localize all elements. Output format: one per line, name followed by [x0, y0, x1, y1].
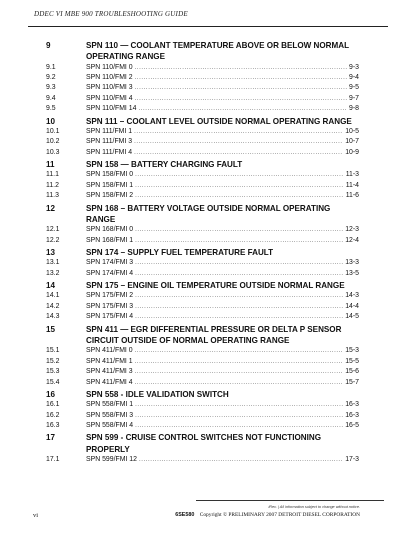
entry-page-number: 14-5: [345, 313, 359, 321]
dot-leader: [135, 422, 343, 431]
entry-page-number: 10-9: [345, 148, 359, 156]
entry-number: 16.3: [46, 422, 60, 430]
entry-page-number: 11-4: [345, 181, 359, 189]
toc-entry[interactable]: [46, 127, 359, 137]
entry-number: 13.1: [46, 259, 60, 267]
entry-label: SPN 110/FMI 0: [86, 63, 133, 71]
entry-label: SPN 168/FMI 0: [86, 226, 134, 234]
entry-number: 16.1: [46, 401, 60, 409]
section-heading: [46, 280, 359, 291]
entry-page-number: 9-8: [349, 105, 359, 113]
entry-number: 10.2: [46, 138, 60, 146]
section-heading: [46, 116, 359, 127]
toc-entry[interactable]: [46, 411, 359, 421]
entry-page-number: 13-5: [345, 269, 359, 277]
entry-page-number: 9-5: [349, 84, 359, 92]
entry-page-number: 11-3: [345, 171, 359, 179]
entry-number: 15.2: [46, 357, 60, 365]
entry-page-number: 10-7: [345, 138, 359, 146]
toc-entry[interactable]: [46, 357, 359, 367]
section-title: SPN 168 – BATTERY VOLTAGE OUTSIDE NORMAL OPERATING RANGE: [86, 203, 331, 224]
toc-entry[interactable]: [46, 225, 359, 235]
table-of-contents: [46, 40, 359, 466]
entry-label: SPN 411/FMI 0: [86, 347, 133, 355]
footer-copyright: [175, 512, 360, 518]
section-number: 10: [46, 116, 56, 126]
entry-label: SPN 175/FMI 2: [86, 292, 134, 300]
section-title: SPN 411 — EGR DIFFERENTIAL PRESSURE OR DELTA P SENSOR CIRCUIT OUTSIDE OF NORMAL OPERATING RANGE: [86, 324, 342, 345]
entry-number: 9.5: [46, 105, 56, 113]
entry-number: 12.1: [46, 226, 60, 234]
dot-leader: [134, 138, 343, 147]
toc-section: [46, 247, 359, 279]
entry-number: 14.3: [46, 313, 60, 321]
entry-page-number: 11-6: [345, 192, 359, 200]
dot-leader: [135, 270, 343, 279]
entry-page-number: 16-3: [345, 401, 359, 409]
dot-leader: [135, 292, 343, 301]
dot-leader: [135, 358, 344, 367]
dot-leader: [134, 149, 343, 158]
dot-leader: [135, 74, 347, 83]
document-code: 6SE580: [175, 512, 195, 518]
entry-number: 17.1: [46, 456, 60, 464]
entry-number: 11.1: [46, 171, 59, 179]
section-number: 15: [46, 324, 56, 334]
entry-page-number: 15-6: [345, 368, 359, 376]
entry-number: 9.3: [46, 84, 56, 92]
entry-page-number: 10-5: [345, 127, 359, 135]
entry-number: 14.1: [46, 292, 60, 300]
section-number: 9: [46, 41, 51, 50]
entry-label: SPN 558/FMI 3: [86, 411, 134, 419]
entry-page-number: 13-3: [345, 259, 359, 267]
section-heading: [46, 389, 359, 400]
section-title: SPN 599 - CRUISE CONTROL SWITCHES NOT FUNCTIONING PROPERLY: [86, 433, 322, 454]
footer-notice: iRev. | All information subject to change without notice.: [268, 505, 360, 509]
entry-label: SPN 110/FMI 14: [86, 105, 137, 113]
dot-leader: [135, 237, 343, 246]
toc-entry[interactable]: [46, 63, 359, 73]
section-number: 11: [46, 160, 55, 170]
running-header: DDEC VI MBE 900 TROUBLESHOOTING GUIDE: [34, 10, 188, 18]
entry-page-number: 15-5: [345, 357, 359, 365]
toc-entry[interactable]: [46, 83, 359, 93]
entry-label: SPN 174/FMI 3: [86, 259, 134, 267]
toc-entry[interactable]: [46, 258, 359, 268]
entry-page-number: 16-5: [345, 422, 359, 430]
toc-entry[interactable]: [46, 148, 359, 158]
toc-section: [46, 280, 359, 323]
entry-label: SPN 158/FMI 0: [86, 171, 134, 179]
entry-label: SPN 175/FMI 3: [86, 302, 134, 310]
toc-entry[interactable]: [46, 291, 359, 301]
toc-section: [46, 203, 359, 246]
entry-label: SPN 110/FMI 2: [86, 74, 133, 81]
entry-number: 15.4: [46, 378, 60, 386]
footer-rule: [196, 500, 384, 501]
dot-leader: [135, 171, 344, 180]
entry-page-number: 14-4: [345, 302, 359, 310]
toc-entry[interactable]: [46, 104, 359, 114]
toc-entry[interactable]: [46, 181, 359, 191]
toc-entry[interactable]: [46, 400, 359, 410]
toc-section: [46, 116, 359, 159]
entry-page-number: 12-3: [345, 226, 359, 234]
section-title: SPN 558 - IDLE VALIDATION SWITCH: [86, 389, 229, 399]
section-title: SPN 111 – COOLANT LEVEL OUTSIDE NORMAL OPERATING RANGE: [86, 116, 352, 126]
section-heading: [46, 203, 359, 226]
section-heading: [46, 40, 359, 63]
toc-entry[interactable]: [46, 378, 359, 388]
entry-number: 14.2: [46, 302, 60, 310]
section-title: SPN 158 — BATTERY CHARGING FAULT: [86, 160, 243, 170]
toc-entry[interactable]: [46, 170, 359, 180]
toc-entry[interactable]: [46, 94, 359, 104]
entry-label: SPN 111/FMI 3: [86, 138, 133, 146]
entry-label: SPN 158/FMI 1: [86, 181, 134, 189]
section-title: SPN 110 — COOLANT TEMPERATURE ABOVE OR BELOW NORMAL OPERATING RANGE: [86, 41, 349, 62]
entry-label: SPN 175/FMI 4: [86, 313, 134, 321]
entry-label: SPN 558/FMI 4: [86, 422, 134, 430]
dot-leader: [135, 347, 344, 356]
dot-leader: [135, 313, 343, 322]
entry-page-number: 9-7: [349, 94, 359, 102]
entry-label: SPN 110/FMI 3: [86, 84, 133, 92]
dot-leader: [135, 64, 347, 73]
entry-number: 13.2: [46, 269, 60, 277]
entry-label: SPN 111/FMI 4: [86, 148, 133, 156]
entry-page-number: 12-4: [345, 236, 359, 244]
entry-page-number: 15-3: [345, 347, 359, 355]
toc-section: [46, 389, 359, 432]
entry-page-number: 16-3: [345, 411, 359, 419]
section-title: SPN 175 – ENGINE OIL TEMPERATURE OUTSIDE NORMAL RANGE: [86, 281, 345, 291]
toc-entry[interactable]: [46, 191, 359, 201]
entry-page-number: 15-7: [345, 378, 359, 386]
toc-entry[interactable]: [46, 455, 359, 465]
section-heading: [46, 247, 359, 258]
entry-label: SPN 174/FMI 4: [86, 269, 134, 277]
toc-entry[interactable]: [46, 312, 359, 322]
entry-label: SPN 158/FMI 2: [86, 192, 134, 200]
entry-number: 11.2: [46, 181, 59, 189]
entry-number: 11.3: [46, 192, 59, 200]
entry-label: SPN 599/FMI 12: [86, 456, 137, 464]
entry-number: 15.1: [46, 347, 60, 355]
toc-entry[interactable]: [46, 302, 359, 312]
entry-label: SPN 168/FMI 1: [86, 236, 134, 244]
toc-section: [46, 324, 359, 388]
entry-label: SPN 111/FMI 1: [86, 127, 133, 135]
dot-leader: [135, 226, 343, 235]
toc-entry[interactable]: [46, 137, 359, 147]
section-heading: [46, 324, 359, 347]
dot-leader: [135, 84, 347, 93]
header-rule: [28, 26, 388, 27]
dot-leader: [135, 182, 344, 191]
toc-section: [46, 432, 359, 465]
dot-leader: [139, 456, 343, 465]
entry-number: 16.2: [46, 411, 60, 419]
copyright-text: Copyright © PRELIMINARY 2007 DETROIT DIESEL CORPORATION: [199, 512, 360, 518]
entry-number: 9.1: [46, 63, 56, 71]
entry-number: 12.2: [46, 236, 60, 244]
section-number: 17: [46, 433, 56, 443]
entry-number: 10.3: [46, 148, 60, 156]
dot-leader: [134, 128, 343, 137]
dot-leader: [135, 412, 343, 421]
entry-page-number: 9-4: [349, 74, 359, 81]
entry-label: SPN 411/FMI 3: [86, 368, 133, 376]
section-number: 14: [46, 281, 56, 291]
entry-number: 9.4: [46, 94, 56, 102]
toc-entry[interactable]: [46, 236, 359, 246]
section-number: 16: [46, 389, 56, 399]
dot-leader: [135, 259, 343, 268]
toc-entry[interactable]: [46, 269, 359, 279]
toc-section: [46, 40, 359, 115]
dot-leader: [135, 401, 343, 410]
section-number: 12: [46, 203, 56, 213]
toc-entry[interactable]: [46, 367, 359, 377]
toc-entry[interactable]: [46, 421, 359, 431]
dot-leader: [135, 379, 344, 388]
dot-leader: [135, 303, 343, 312]
entry-label: SPN 411/FMI 1: [86, 357, 133, 365]
section-heading: [46, 159, 359, 170]
entry-number: 10.1: [46, 127, 60, 135]
page-number: vi: [33, 512, 39, 519]
entry-label: SPN 411/FMI 4: [86, 378, 133, 386]
section-heading: [46, 432, 359, 455]
section-title: SPN 174 – SUPPLY FUEL TEMPERATURE FAULT: [86, 248, 274, 258]
toc-entry[interactable]: [46, 346, 359, 356]
entry-page-number: 17-3: [345, 456, 359, 464]
entry-number: 9.2: [46, 74, 56, 81]
toc-entry[interactable]: [46, 73, 359, 83]
entry-page-number: 14-3: [345, 292, 359, 300]
toc-section: [46, 159, 359, 202]
entry-label: SPN 558/FMI 1: [86, 401, 134, 409]
dot-leader: [135, 192, 344, 201]
entry-number: 15.3: [46, 368, 60, 376]
dot-leader: [135, 368, 344, 377]
dot-leader: [138, 105, 347, 114]
entry-page-number: 9-3: [349, 63, 359, 71]
section-number: 13: [46, 248, 56, 258]
entry-label: SPN 110/FMI 4: [86, 94, 133, 102]
dot-leader: [135, 95, 347, 104]
